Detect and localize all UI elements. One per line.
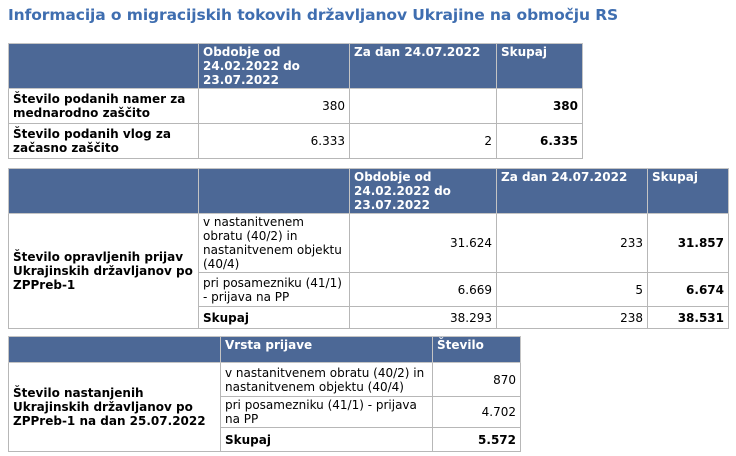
page-title: Informacija o migracijskih tokovih državljanov Ukrajine na območju RS	[8, 6, 619, 24]
table-header-row	[9, 169, 729, 214]
header-cell	[9, 169, 199, 214]
header-cell: Vrsta prijave	[221, 337, 433, 363]
period-value: 6.333	[199, 124, 350, 159]
period-value: 6.669	[350, 273, 497, 307]
asylum-applications-table	[8, 43, 583, 159]
header-cell: Za dan 24.07.2022	[350, 44, 497, 89]
day-value: 2	[350, 124, 497, 159]
group-label: Število opravljenih prijav Ukrajinskih državljanov po ZPPreb-1	[9, 214, 199, 329]
count-value: 5.572	[433, 428, 521, 452]
header-cell	[9, 44, 199, 89]
header-cell: Skupaj	[648, 169, 729, 214]
accommodated-table	[8, 336, 521, 452]
group-label: Število nastanjenih Ukrajinskih državljanov po ZPPreb-1 na dan 25.07.2022	[9, 363, 221, 452]
header-cell	[9, 337, 221, 363]
header-cell: Število	[433, 337, 521, 363]
total-value: 380	[497, 89, 583, 124]
row-label: pri posamezniku (41/1) - prijava na PP	[221, 397, 433, 428]
total-value: 6.674	[648, 273, 729, 307]
row-label: pri posamezniku (41/1) - prijava na PP	[199, 273, 350, 307]
row-label: v nastanitvenem obratu (40/2) in nastanitvenem objektu (40/4)	[199, 214, 350, 273]
count-value: 4.702	[433, 397, 521, 428]
row-label: Število podanih vlog za začasno zaščito	[9, 124, 199, 159]
header-cell	[199, 169, 350, 214]
period-value: 38.293	[350, 307, 497, 329]
table-row	[9, 124, 583, 159]
day-value: 5	[497, 273, 648, 307]
header-cell: Skupaj	[497, 44, 583, 89]
table-row	[9, 363, 521, 397]
total-value: 6.335	[497, 124, 583, 159]
period-value: 380	[199, 89, 350, 124]
total-value: 31.857	[648, 214, 729, 273]
total-value: 38.531	[648, 307, 729, 329]
registrations-table	[8, 168, 729, 329]
day-value: 238	[497, 307, 648, 329]
day-value: 233	[497, 214, 648, 273]
table-header-row	[9, 44, 583, 89]
header-cell: Obdobje od 24.02.2022 do 23.07.2022	[199, 44, 350, 89]
count-value: 870	[433, 363, 521, 397]
row-label: v nastanitvenem obratu (40/2) in nastanitvenem objektu (40/4)	[221, 363, 433, 397]
day-value	[350, 89, 497, 124]
header-cell: Obdobje od 24.02.2022 do 23.07.2022	[350, 169, 497, 214]
table-row	[9, 89, 583, 124]
period-value: 31.624	[350, 214, 497, 273]
table-row	[9, 214, 729, 273]
row-label: Skupaj	[199, 307, 350, 329]
table-header-row	[9, 337, 521, 363]
row-label: Število podanih namer za mednarodno zaščito	[9, 89, 199, 124]
header-cell: Za dan 24.07.2022	[497, 169, 648, 214]
row-label: Skupaj	[221, 428, 433, 452]
